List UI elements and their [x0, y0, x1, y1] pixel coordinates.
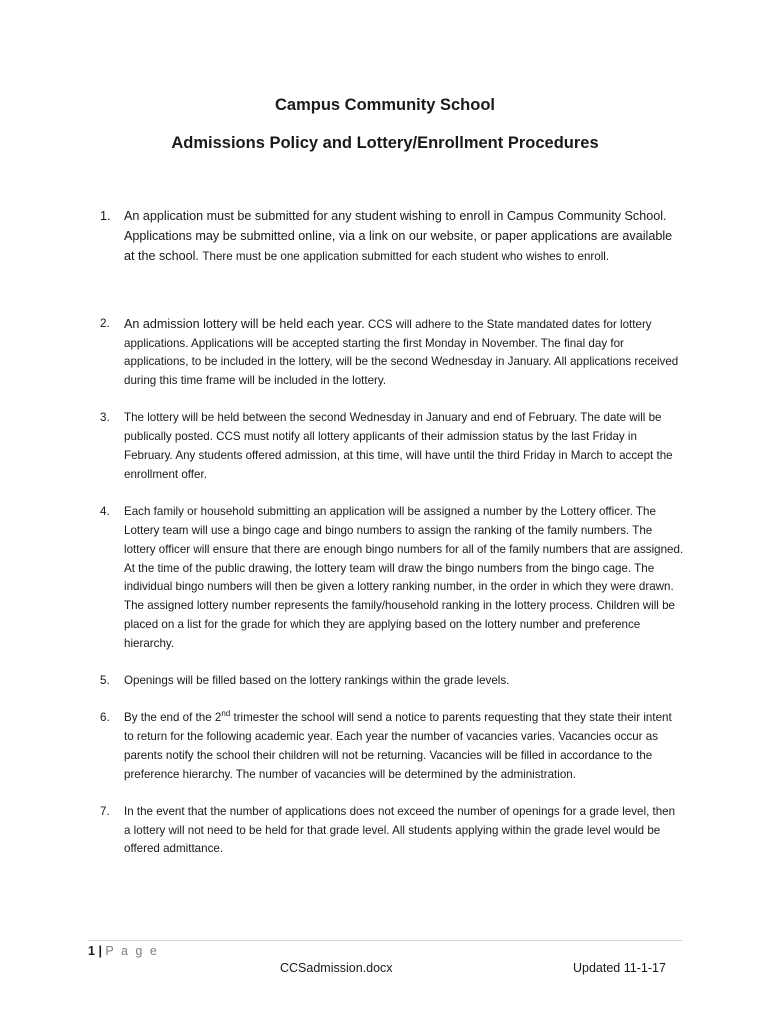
item-number: 1.: [100, 209, 111, 223]
footer-file-name: CCSadmission.docx: [280, 961, 393, 975]
ordinal-suffix: nd: [221, 709, 231, 719]
list-item-1: [100, 206, 684, 268]
item-number: 3.: [100, 411, 110, 425]
item-text: Openings will be filled based on the lottery rankings within the grade levels.: [124, 674, 510, 688]
item-text: CCS will adhere to the State mandated dates for lottery applications. Applications will be accepted starting the first Monday in November. The final day for applications, to be included in the lottery, will be the second Wednesday in January. All applications received during this time frame will be included in the lottery.: [124, 317, 679, 388]
item-text-before: By the end of the 2: [124, 711, 222, 725]
item-text: Each family or household submitting an application will be assigned a number by the Lottery officer. The Lottery team will use a bingo cage and bingo numbers to assign the ranking of the family numbers. The lottery officer will ensure that there are enough bingo numbers for all of the family numbers that are assigned. At the time of the public drawing, the lottery team will draw the bingo numbers from the bingo cage. The individual bingo numbers will then be given a lottery ranking number, in the order in which they were drawn. The assigned lottery number represents the family/household ranking in the lottery process. Children will be placed on a list for the grade for which they are applying based on the lottery number and preference hierarchy.: [124, 504, 684, 651]
item-text: The lottery will be held between the second Wednesday in January and end of February. The date will be publically posted. CCS must notify all lottery applicants of their admission status by the last Friday in February. Any students offered admission, at this time, will have until the third Friday in March to accept the enrollment offer.: [124, 411, 673, 481]
list-item-3: [100, 409, 684, 485]
item-number: 5.: [100, 674, 110, 688]
list-item-7: [100, 803, 684, 860]
page-separator: |: [98, 944, 102, 958]
list-item-2: [100, 315, 684, 392]
item-number: 4.: [100, 504, 110, 518]
item-number: 7.: [100, 804, 110, 818]
footer-updated-date: Updated 11-1-17: [573, 961, 666, 975]
footer-divider: [88, 940, 682, 941]
page-number: 1: [88, 944, 95, 958]
list-item-6: [100, 709, 684, 785]
list-item-5: [100, 672, 684, 691]
procedure-list: [100, 206, 684, 859]
item-number: 6.: [100, 711, 110, 725]
page-number-label: [88, 944, 159, 958]
document-subtitle: Admissions Policy and Lottery/Enrollment Procedures: [171, 134, 599, 152]
item-lead-text: An application must be submitted for any student wishing to enroll in Campus Community School. Applications may be submitted online, via a link on our website, or paper applications are available at the school.: [124, 209, 673, 264]
item-text-after: trimester the school will send a notice to parents requesting that they state their intent to return for the following academic year. Each year the number of vacancies varies. Vacancies occur as parents notify the school their children will not be returning. Vacancies will be filled in accordance to the preference hierarchy. The number of vacancies will be determined by the administration.: [124, 711, 672, 781]
item-text: In the event that the number of applications does not exceed the number of openings for a grade level, then a lottery will not need to be held for that grade level. All students applying within the grade level would be offered admittance.: [124, 804, 676, 856]
list-item-4: [100, 503, 684, 654]
item-text: There must be one application submitted for each student who wishes to enroll.: [202, 250, 610, 264]
page-word: P a g e: [105, 944, 159, 958]
item-lead-text: An admission lottery will be held each year.: [124, 316, 365, 331]
document-title: Campus Community School: [274, 96, 496, 114]
item-number: 2.: [100, 316, 110, 330]
